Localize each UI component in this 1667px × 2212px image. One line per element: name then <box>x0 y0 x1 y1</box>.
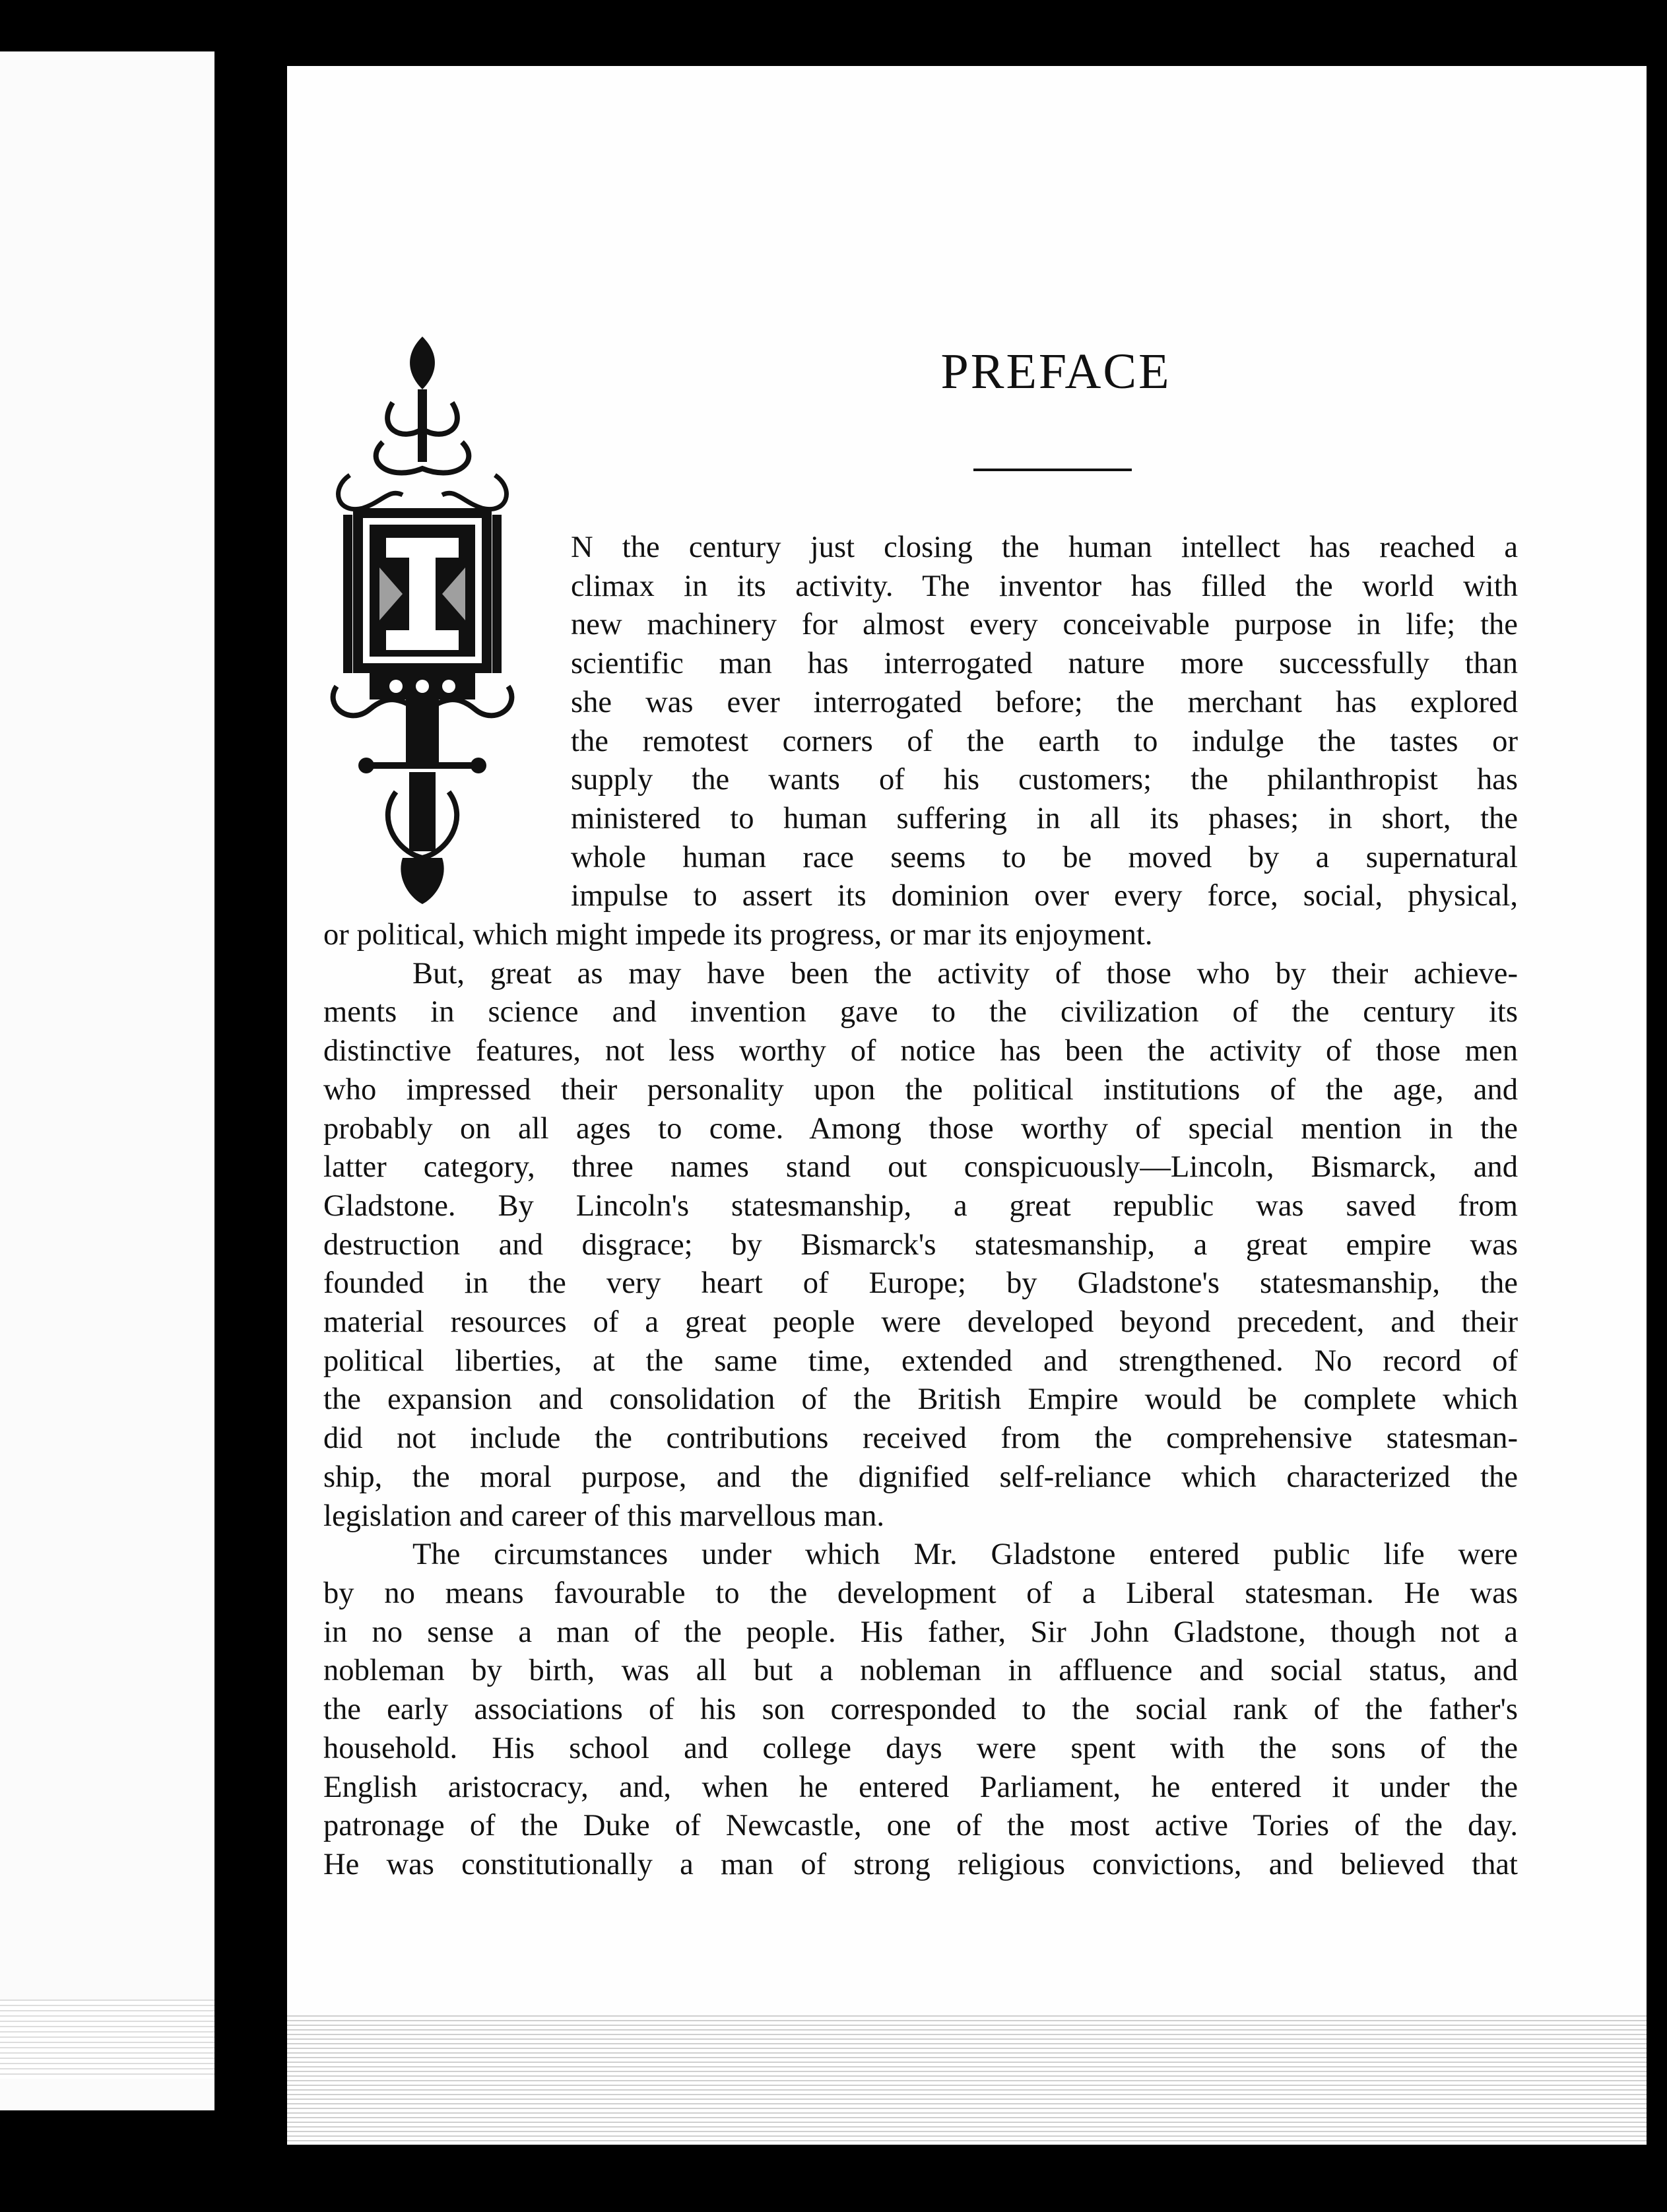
text-line: distinctive features, not less worthy of notice has been the activity of those men <box>323 1033 1518 1068</box>
text-line: impulse to assert its dominion over every force, social, physical, <box>571 878 1518 913</box>
title-rule <box>973 469 1132 471</box>
text-line: did not include the contributions received from the comprehensive statesman- <box>323 1421 1518 1456</box>
text-line: the early associations of his son corresponded to the social rank of the father's <box>323 1692 1518 1727</box>
book-spine-shadow <box>214 0 287 2212</box>
text-line: nobleman by birth, was all but a nobleman in affluence and social status, and <box>323 1653 1518 1688</box>
text-line: ments in science and invention gave to the civilization of the century its <box>323 994 1518 1029</box>
paragraph-3 <box>323 1535 1518 1883</box>
text-line: or political, which might impede its progress, or mar its enjoyment. <box>323 917 1153 952</box>
text-line: latter category, three names stand out conspicuously—Lincoln, Bismarck, and <box>323 1150 1518 1185</box>
text-line: the remotest corners of the earth to indulge the tastes or <box>571 723 1518 758</box>
text-line: the expansion and consolidation of the British Empire would be complete which <box>323 1382 1518 1417</box>
paragraph-1 <box>323 528 1518 954</box>
text-line: probably on all ages to come. Among those worthy of special mention in the <box>323 1111 1518 1146</box>
text-line: by no means favourable to the development of a Liberal statesman. He was <box>323 1575 1518 1610</box>
facing-page-bottom-edge <box>0 2000 214 2079</box>
facing-page-edge <box>0 51 214 2110</box>
text-line: Gladstone. By Lincoln's statesmanship, a great republic was saved from <box>323 1188 1518 1223</box>
text-line: legislation and career of this marvellous man. <box>323 1498 885 1533</box>
text-line: But, great as may have been the activity of those who by their achieve- <box>412 956 1518 991</box>
preface-body <box>323 528 1518 1884</box>
paragraph-2 <box>323 954 1518 1536</box>
text-line: destruction and disgrace; by Bismarck's statesmanship, a great empire was <box>323 1227 1518 1262</box>
text-line: patronage of the Duke of Newcastle, one of the most active Tories of the day. <box>323 1808 1518 1843</box>
text-line: climax in its activity. The inventor has filled the world with <box>571 568 1518 603</box>
text-line: N the century just closing the human intellect has reached a <box>571 530 1518 564</box>
text-line: household. His school and college days were spent with the sons of the <box>323 1730 1518 1765</box>
text-line: He was constitutionally a man of strong religious convictions, and believed that <box>323 1846 1518 1881</box>
text-line: The circumstances under which Mr. Gladstone entered public life were <box>412 1537 1518 1572</box>
text-line: English aristocracy, and, when he entered Parliament, he entered it under the <box>323 1769 1518 1804</box>
page-title: PREFACE <box>940 344 1171 399</box>
text-line: founded in the very heart of Europe; by Gladstone's statesmanship, the <box>323 1266 1518 1301</box>
text-line: whole human race seems to be moved by a supernatural <box>571 839 1518 874</box>
page-bottom-edge <box>287 2013 1647 2145</box>
text-line: in no sense a man of the people. His father, Sir John Gladstone, though not a <box>323 1614 1518 1649</box>
text-line: material resources of a great people were developed beyond precedent, and their <box>323 1305 1518 1340</box>
text-line: she was ever interrogated before; the merchant has explored <box>571 684 1518 719</box>
text-line: ministered to human suffering in all its phases; in short, the <box>571 800 1518 835</box>
text-line: new machinery for almost every conceivable purpose in life; the <box>571 607 1518 642</box>
text-line: scientific man has interrogated nature more successfully than <box>571 646 1518 681</box>
text-line: ship, the moral purpose, and the dignified self-reliance which characterized the <box>323 1459 1518 1494</box>
preface-page <box>287 66 1647 2145</box>
text-line: who impressed their personality upon the political institutions of the age, and <box>323 1072 1518 1107</box>
text-line: political liberties, at the same time, extended and strengthened. No record of <box>323 1343 1518 1378</box>
text-line: supply the wants of his customers; the philanthropist has <box>571 762 1518 797</box>
